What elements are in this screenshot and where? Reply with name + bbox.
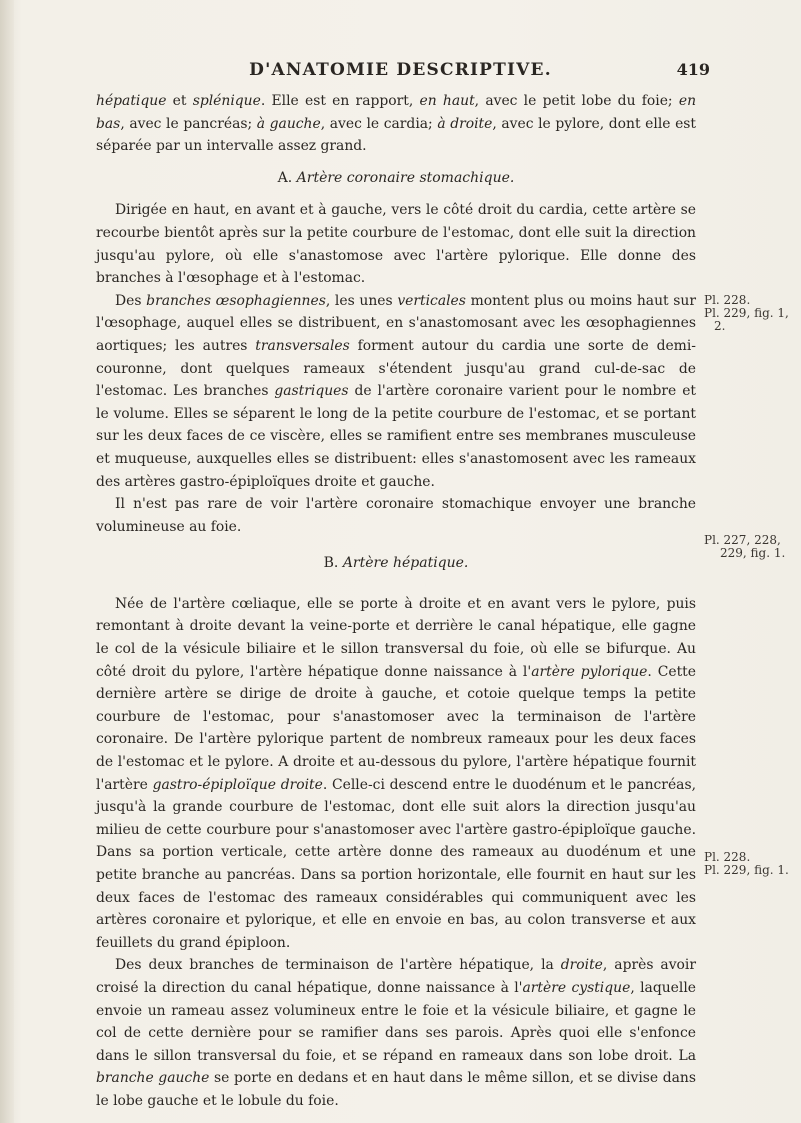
- text-run: , laquelle envoie un rameau assez volumineux entre le foie et la vésicule biliaire, et gagne le col de cette dernière pour se ramifier dans ses parois. Après quoi elle s'enfonce dans le sillon transversal du foie, et se répand en rameaux dans son lobe droit. La: [96, 979, 696, 1064]
- italic-term: transversales: [255, 337, 350, 354]
- paragraph-5: [96, 954, 696, 1112]
- text-run: , avec le cardia;: [320, 115, 438, 132]
- italic-term: gastriques: [274, 383, 349, 400]
- text-run: montent plus ou moins haut sur l'œsophage, auquel elles se distribuent, en s'anastomosant avec les œsophagiennes aortiques; les autres: [96, 292, 697, 354]
- text-run: de l'artère coronaire varient pour le nombre et le volume. Elles se séparent le long de la petite courbure de l'estomac, et se portant sur les deux faces de ce viscère, elles se ramifient entre ses membranes musculeuse et muqueuse, auxquelles elles se distribuent: elles s'anastomosent avec les rameaux des artères gastro-épiploïques droite et gauche.: [96, 383, 697, 490]
- margin-note-line: Pl. 229, fig. 1.: [704, 863, 789, 877]
- text-run: Née de l'artère cœliaque, elle se porte à droite et en avant vers le pylore, puis remontant à droite devant la veine-porte et derrière le canal hépatique, elle gagne le col de la vésicule biliaire et le sillon transversal du foie, où elle se bifurque. Au côté droit du pylore, l'artère hépatique donne naissance à l': [96, 595, 696, 680]
- italic-term: à gauche: [256, 115, 321, 132]
- text-run: se porte en dedans et en haut dans le même sillon, et se divise dans le lobe gauche et le lobule du foie.: [96, 1070, 697, 1109]
- italic-term: verticales: [397, 292, 466, 309]
- italic-term: artère pylorique: [531, 663, 648, 680]
- section-letter: A.: [277, 169, 293, 186]
- text-run: et: [166, 93, 193, 109]
- section-title: Artère coronaire stomachique.: [296, 169, 515, 186]
- paragraph-0: [96, 90, 696, 158]
- running-title: D'ANATOMIE DESCRIPTIVE.: [249, 60, 552, 80]
- margin-note-line: 2.: [714, 319, 726, 333]
- italic-term: hépatique: [96, 93, 167, 109]
- section-title: Artère hépatique.: [342, 555, 469, 572]
- italic-term: en bas: [96, 93, 697, 132]
- margin-note-line: Pl. 229, fig. 1,: [704, 306, 789, 320]
- text-run: . Cette dernière artère se dirige de droite à gauche, et cotoie quelque temps la petite courbure de l'estomac, pour s'anastomoser avec la terminaison de l'artère coronaire. De l'artère pylorique partent de nombreux rameaux pour les deux faces de l'estomac et le pylore. A droite et au-dessous du pylore, l'artère hépatique fournit l'artère: [96, 663, 696, 793]
- paragraph-4: [96, 593, 696, 955]
- section-heading-a: [96, 167, 696, 190]
- text-run: Des deux branches de terminaison de l'artère hépatique, la: [115, 957, 561, 974]
- page-number: 419: [676, 60, 710, 79]
- italic-term: en haut: [419, 93, 475, 109]
- body-text: [96, 90, 696, 1113]
- text-run: , après avoir croisé la direction du canal hépatique, donne naissance à l': [96, 957, 697, 996]
- italic-term: branches œsophagiennes: [146, 292, 326, 309]
- margin-note-plates-3: [704, 851, 801, 877]
- italic-term: à droite: [437, 115, 493, 132]
- text-run: Des: [115, 292, 147, 309]
- italic-term: splénique: [192, 93, 261, 109]
- italic-term: droite: [560, 957, 603, 974]
- section-heading-b: [96, 552, 696, 575]
- text-run: , les unes: [325, 292, 398, 309]
- text-run: . Celle-ci descend entre le duodénum et le pancréas, jusqu'à la grande courbure de l'estomac, dont elle suit alors la direction jusqu'au milieu de cette courbure pour s'anastomoser avec l'artère gastro-épiploïque gauche. Dans sa portion verticale, cette artère donne des rameaux au duodénum et une petite branche au pancréas. Dans sa portion horizontale, elle fournit en haut sur les deux faces de l'estomac des rameaux considérables qui communiquent avec les artères coronaire et pylorique, et elle en envoie en bas, au colon transverse et aux feuillets du grand épiploon.: [96, 776, 696, 951]
- margin-note-plates-1: [704, 294, 801, 333]
- margin-note-line: Pl. 228.: [704, 850, 751, 864]
- margin-note-plates-2: [704, 534, 801, 560]
- text-run: , avec le pylore, dont elle est séparée par un intervalle assez grand.: [96, 115, 697, 155]
- page-header: [0, 60, 801, 90]
- text-run: , avec le petit lobe du foie;: [474, 93, 679, 109]
- section-letter: B.: [323, 555, 339, 572]
- italic-term: gastro-épiploïque droite: [152, 776, 323, 793]
- margin-note-line: Pl. 228.: [704, 293, 751, 307]
- text-run: forment autour du cardia une sorte de demi-couronne, dont quelques rameaux s'étendent jusqu'au grand cul-de-sac de l'estomac. Les branches: [96, 337, 696, 400]
- paragraph-1: Dirigée en haut, en avant et à gauche, vers le côté droit du cardia, cette artère se recourbe bientôt après sur la petite courbure de l'estomac, dont elle suit la direction jusqu'au pylore, où elle s'anastomose avec l'artère pylorique. Elle donne des branches à l'œsophage et à l'estomac.: [96, 202, 696, 287]
- paragraph-3: Il n'est pas rare de voir l'artère coronaire stomachique envoyer une branche volumineuse au foie.: [96, 496, 696, 535]
- text-run: , avec le pancréas;: [120, 115, 257, 132]
- margin-note-line: 229, fig. 1.: [720, 546, 786, 560]
- italic-term: branche gauche: [96, 1070, 210, 1087]
- text-run: . Elle est en rapport,: [260, 93, 420, 109]
- margin-note-line: Pl. 227, 228,: [704, 533, 781, 547]
- page-binding-shadow: [0, 0, 14, 1123]
- italic-term: artère cystique: [522, 979, 631, 996]
- paragraph-2: [96, 290, 696, 493]
